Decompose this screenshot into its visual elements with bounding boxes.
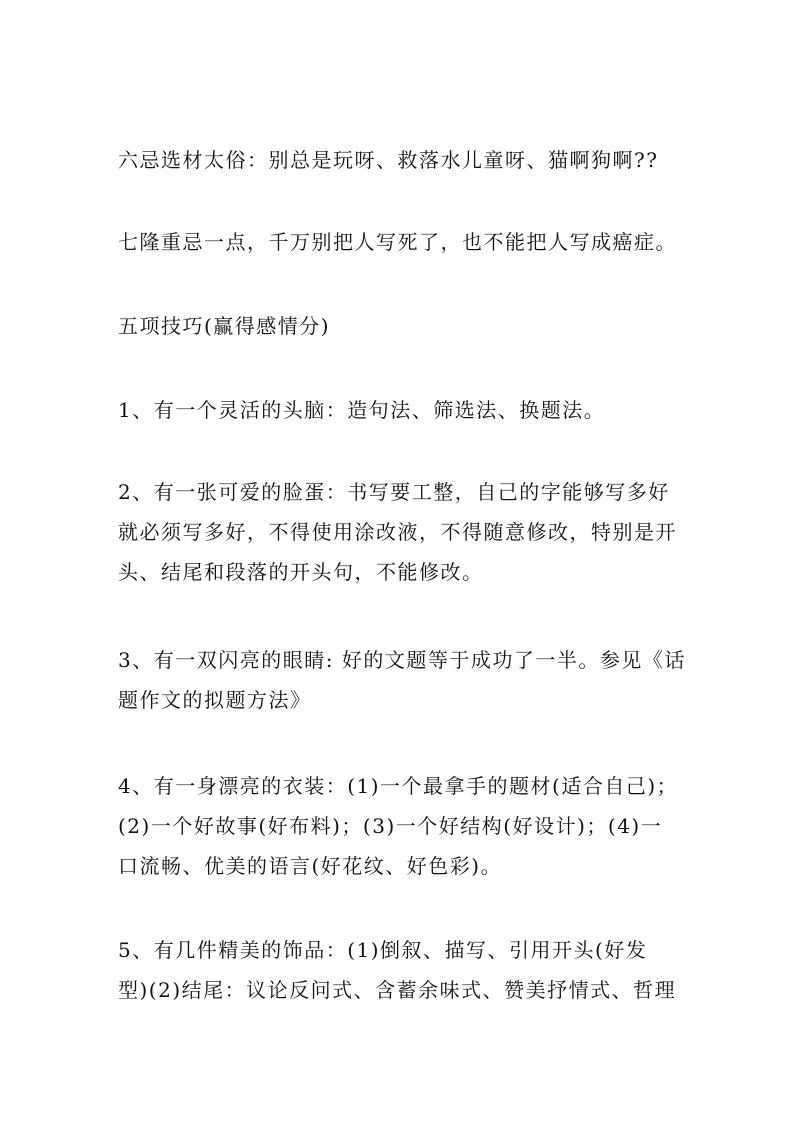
paragraph-skill-5 — [118, 930, 688, 1010]
text-line: 1、有一个灵活的头脑：造句法、筛选法、换题法。 — [118, 398, 606, 422]
text-line: 3、有一双闪亮的眼睛: 好的文题等于成功了一半。参见《话 — [118, 648, 686, 672]
text-line: 头、结尾和段落的开头句，不能修改。 — [118, 560, 484, 584]
paragraph-skill-2 — [118, 472, 688, 592]
paragraph-skill-3 — [118, 640, 688, 720]
text-line: 六忌选材太俗：别总是玩呀、救落水儿童呀、猫啊狗啊?? — [118, 148, 659, 172]
text-line: 5、有几件精美的饰品：(1)倒叙、描写、引用开头(好发 — [118, 938, 648, 962]
paragraph-skill-4 — [118, 766, 688, 886]
text-line: 五项技巧(赢得感情分) — [118, 314, 331, 338]
text-line: 4、有一身漂亮的衣装：(1)一个最拿手的题材(适合自己)； — [118, 774, 679, 798]
paragraph-taboo-6 — [118, 140, 688, 180]
paragraph-taboo-7 — [118, 222, 688, 262]
text-line: 型)(2)结尾：议论反问式、含蓄余味式、赞美抒情式、哲理 — [118, 978, 677, 1002]
text-line: (2)一个好故事(好布料)；(3)一个好结构(好设计)；(4)一 — [118, 814, 663, 838]
section-heading-five-skills — [118, 306, 688, 346]
text-line: 就必须写多好，不得使用涂改液，不得随意修改，特别是开 — [118, 520, 677, 544]
text-line: 口流畅、优美的语言(好花纹、好色彩)。 — [118, 854, 503, 878]
paragraph-skill-1 — [118, 390, 688, 430]
text-line: 题作文的拟题方法》 — [118, 688, 312, 712]
text-line: 2、有一张可爱的脸蛋：书写要工整，自己的字能够写多好 — [118, 480, 670, 504]
text-line: 七隆重忌一点，千万别把人写死了，也不能把人写成癌症。 — [118, 230, 677, 254]
